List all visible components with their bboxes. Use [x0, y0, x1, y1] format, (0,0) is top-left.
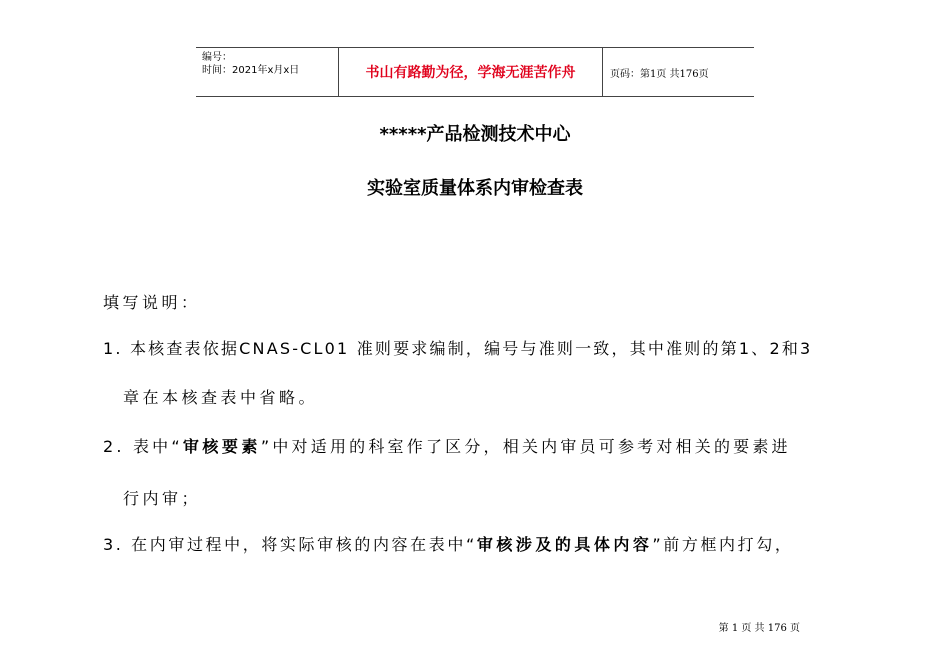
header-table	[196, 47, 754, 97]
doc-title-1: *****产品检测技术中心	[379, 124, 571, 145]
time-label: 时间：2021年x月x日	[202, 65, 300, 76]
page-label: 页码：第1页 共176页	[610, 68, 709, 80]
footer-page-number: 第 1 页 共 176 页	[718, 623, 800, 634]
item1-line1: 1. 本核查表依据CNAS-CL01 准则要求编制，编号与准则一致，其中准则的第1、2和3	[103, 339, 813, 358]
item2-bold: 审核要素	[182, 437, 261, 456]
item1-line2: 章在本核查表中省略。	[123, 388, 319, 407]
item3-post: ”前方框内打勾，	[652, 535, 794, 554]
item2-line2: 行内审；	[123, 489, 202, 508]
item3-bold: 审核涉及的具体内容	[476, 535, 653, 554]
item3-pre: 3. 在内审过程中，将实际审核的内容在表中“	[103, 535, 477, 554]
instructions-heading: 填写说明：	[103, 293, 201, 312]
header-left-cell	[196, 48, 339, 96]
motto: 书山有路勤为径，学海无涯苦作舟	[339, 48, 603, 96]
item2-line1	[103, 434, 791, 457]
doc-title-2: 实验室质量体系内审检查表	[367, 178, 583, 199]
item2-pre: 2. 表中“	[103, 437, 183, 456]
item3-line1	[103, 532, 793, 555]
number-label: 编号：	[202, 52, 232, 63]
item2-post: ”中对适用的科室作了区分，相关内审员可参考对相关的要素进	[260, 437, 791, 456]
